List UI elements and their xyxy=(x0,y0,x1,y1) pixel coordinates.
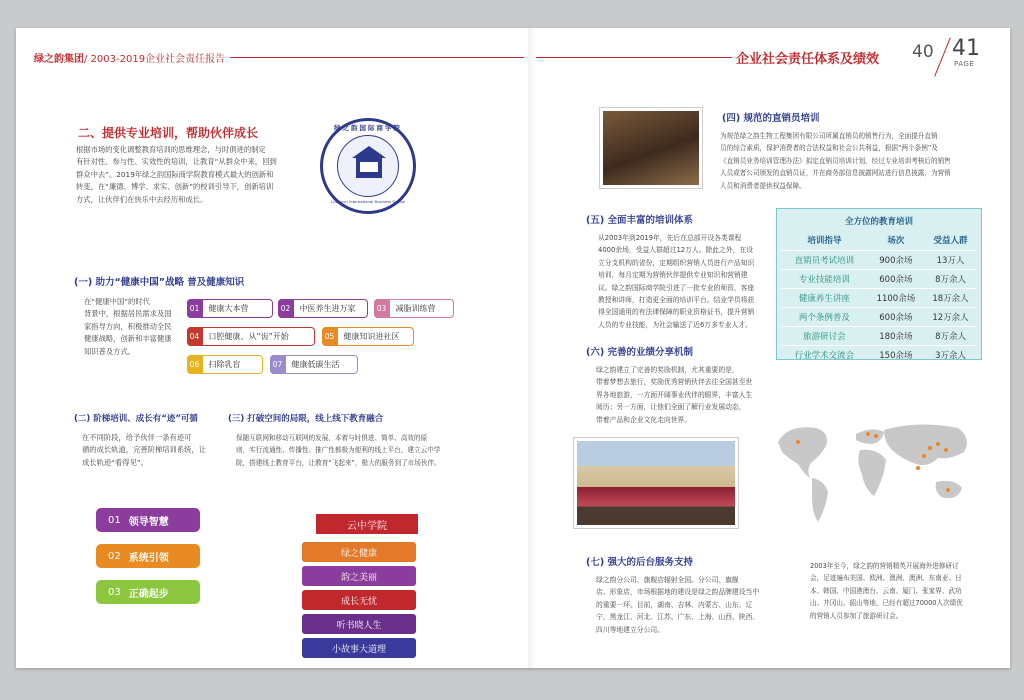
health-tag-07 xyxy=(270,355,358,374)
text-line: 为规范绿之韵生物工程集团有限公司所属直销员的销售行为，全面提升直销 xyxy=(720,132,938,140)
text-line: 山、井冈山、韶山等地，已经有超过70000人次绩优 xyxy=(810,599,963,608)
table-cell: 健康养生讲座 xyxy=(781,288,868,307)
table-cell: 13万人 xyxy=(924,250,977,269)
header-rule-left xyxy=(230,57,524,58)
text-line: 宁、黑龙江、河北、江苏、广东、上海、山西、陕西、 xyxy=(596,613,760,622)
health-tag-05 xyxy=(322,327,414,346)
tag-label: 中医养生进万家 xyxy=(299,304,356,313)
section-5-text xyxy=(598,232,784,331)
section-6-title: (六) 完善的业绩分享机制 xyxy=(586,347,693,358)
intro-line: 转变，在“廉德、博学、求实、创新”的校训引导下，创新培训 xyxy=(76,182,274,192)
table-cell: 3万余人 xyxy=(924,345,977,364)
cloud-academy-title: 云中学院 xyxy=(316,514,418,534)
cloud-academy-item: 韵之美丽 xyxy=(302,566,416,586)
header-rule-right xyxy=(536,57,732,58)
text-line: 阅历；另一方面，让他们全面了解行业发展动态， xyxy=(596,403,746,412)
page-label: PAGE xyxy=(954,60,975,68)
text-line: 会，足迹遍布美国、欧洲、澳洲、澳洲、东南亚、日 xyxy=(810,574,962,583)
text-line: 店、形象店，市场根据地的建设是绿之韵品牌建设当中 xyxy=(596,588,760,597)
table-cell: 1100余场 xyxy=(868,288,924,307)
seal-emblem xyxy=(337,135,399,197)
table-cell: 180余场 xyxy=(868,326,924,345)
table-row xyxy=(781,250,977,269)
text-line: 2003年至今，绿之韵的营销精英开展海外进修研讨 xyxy=(810,562,959,570)
text-line: 知识普及方式。 xyxy=(84,346,136,356)
ribbon-number: 01 xyxy=(108,514,121,526)
section-4-text xyxy=(720,130,1002,192)
table-cell: 行业学术交流会 xyxy=(781,345,868,364)
table-header: 培训指导 xyxy=(781,231,868,250)
subsection-3-text xyxy=(236,432,498,469)
cloud-academy-item: 绿之健康 xyxy=(302,542,416,562)
subsection-1-title: (一) 助力“健康中国”战略 普及健康知识 xyxy=(74,277,245,288)
table-cell: 600余场 xyxy=(868,307,924,326)
table-header-row xyxy=(781,231,977,250)
table-row xyxy=(781,326,977,345)
text-line: 在“健康中国”的时代 xyxy=(84,297,150,306)
text-line: 得全国通用的有法律保障的职业资格证书，提升营销 xyxy=(598,308,755,317)
text-line: 绿之韵分公司、旗舰店辐射全国。分公司、旗舰 xyxy=(596,576,739,584)
intro-paragraph xyxy=(76,144,302,206)
intro-line: 方式，让伙伴们在快乐中去经历和成长。 xyxy=(76,194,208,204)
table-cell: 旅游研讨会 xyxy=(781,326,868,345)
text-line: 本、韩国、中国港澳台、云南、厦门、张家界、武功 xyxy=(810,586,962,595)
text-line: 的营销人员参加了旅游研讨会。 xyxy=(810,611,903,620)
text-line: 人员或者公司颁发的直销员证，并在商务部信息披露网站进行信息披露，为营销 xyxy=(720,169,951,178)
text-line: 《直销员业务培训管理办法》拟定直销员培训计划，经过专业培训考核后的销售 xyxy=(720,156,951,165)
subsection-3-title: (三) 打破空间的局限，线上线下教育融合 xyxy=(228,414,384,424)
ribbon-label: 正确起步 xyxy=(128,588,169,600)
world-map xyxy=(768,412,984,530)
table-cell: 专业技能培训 xyxy=(781,269,868,288)
table-header: 场次 xyxy=(868,231,924,250)
brochure-spread xyxy=(16,28,1010,668)
tag-number: 01 xyxy=(187,299,203,318)
page-number-left: 40 xyxy=(912,42,934,62)
text-line: 的重要一环。目前，湖南、吉林、内蒙古、山东、辽 xyxy=(596,600,753,609)
page-number-right: 41 xyxy=(952,36,980,61)
text-line: 议。绿之韵国际商学院引进了一批专业的师资，客座 xyxy=(598,283,755,292)
company-name: 绿之韵集团 xyxy=(34,54,84,65)
group-travel-photo xyxy=(574,438,738,528)
table-cell: 两个条例普及 xyxy=(781,307,868,326)
text-line: 人员的专业技能，为社会输送了近6万多专业人才。 xyxy=(598,320,752,329)
seal-subtext: Lvzhiyun International Business School xyxy=(330,199,406,204)
intro-line: 群众中去”。2019年绿之韵国际商学院教育模式最大的创新和 xyxy=(76,169,274,179)
text-line: 员的综合素质，保护消费者的合法权益和社会公共利益，根据“两个条例”及 xyxy=(720,144,938,153)
subsection-1-text xyxy=(84,296,194,358)
map-caption xyxy=(810,560,1006,622)
text-line: 绿之韵建立了完善的奖励机制，尤其重要的是， xyxy=(596,366,739,374)
table-row xyxy=(781,269,977,288)
health-tag-03 xyxy=(374,299,454,318)
ribbon-label: 领导智慧 xyxy=(128,516,169,528)
text-line: 带着梦想去旅行，奖励优秀营销伙伴去往全国甚至世 xyxy=(596,378,753,387)
text-line: 4000余场，受益人群超过12万人。除此之外，在设 xyxy=(598,246,754,255)
training-photo xyxy=(600,108,702,188)
health-tag-02 xyxy=(278,299,368,318)
tag-number: 03 xyxy=(374,299,390,318)
cloud-academy-item: 成长无忧 xyxy=(302,590,416,610)
ladder-ribbon-01 xyxy=(96,508,200,532)
ribbon-number: 02 xyxy=(108,550,121,562)
section-4-title: (四) 规范的直销员培训 xyxy=(722,113,820,124)
table-title: 全方位的教育培训 xyxy=(844,217,913,227)
text-line: 循的成长轨道，完善阶梯培训系统，让 xyxy=(82,445,207,455)
text-line: 成长轨迹“看得见”。 xyxy=(82,457,148,467)
ribbon-label: 系统引领 xyxy=(128,552,169,564)
page-fold xyxy=(528,28,536,668)
section-title: 二、提供专业培训，帮助伙伴成长 xyxy=(78,126,259,140)
ladder-ribbon-02 xyxy=(96,544,200,568)
table-cell: 600余场 xyxy=(868,269,924,288)
text-line: 家指导方向，积极推动全民 xyxy=(84,321,172,331)
tag-label: 健康大本营 xyxy=(208,304,249,313)
table-header: 受益人群 xyxy=(924,231,977,250)
intro-line: 有针对性、参与性、实效性的培训，让教育“从群众中来，回到 xyxy=(76,157,277,167)
table-row xyxy=(781,307,977,326)
text-line: 界各地旅游，一方面开阔事业伙伴的眼界，丰富人生 xyxy=(596,390,753,399)
table-row xyxy=(781,288,977,307)
ribbon-number: 03 xyxy=(108,586,121,598)
text-line: 四川等地建立分公司。 xyxy=(596,625,664,634)
page-slash xyxy=(934,37,951,76)
text-line: 从2003年到2019年，先后在总部开设各类课程 xyxy=(598,234,742,242)
training-table-grid xyxy=(781,231,977,365)
tag-label: 减脂训练营 xyxy=(395,304,436,313)
table-cell: 150余场 xyxy=(868,345,924,364)
table-cell: 18万余人 xyxy=(924,288,977,307)
report-name: / 2003-2019企业社会责任报告 xyxy=(84,54,226,65)
section-6-text xyxy=(596,364,774,426)
text-line: 教授和讲师，打造更全面的培训平台。结业学员将获 xyxy=(598,296,755,305)
text-line: 保随互联网和移动互联网的发展，本着与时俱进、简单、高效的原 xyxy=(236,434,428,442)
text-line: 培训，每月定期为营销伙伴提供专业知识和营销建 xyxy=(598,271,748,280)
section-7-title: (七) 强大的后台服务支持 xyxy=(586,557,693,568)
subsection-2-title: (二) 阶梯培训、成长有“迹”可循 xyxy=(74,414,198,424)
text-line: 在不同阶段，给予伙伴一条有迹可 xyxy=(82,433,192,442)
table-cell: 8万余人 xyxy=(924,326,977,345)
cloud-academy-item: 听书晓人生 xyxy=(302,614,416,634)
chapter-title: 企业社会责任体系及绩效 xyxy=(736,52,880,67)
subsection-2-text xyxy=(82,432,226,469)
text-line: 立分支机构的省份，定期组织营销人员进行产品知识 xyxy=(598,258,755,267)
text-line: 健康战略，创新和丰富健康 xyxy=(84,334,172,344)
tag-label: 扫除乳盲 xyxy=(208,360,241,369)
tag-number: 04 xyxy=(187,327,203,346)
health-tag-01 xyxy=(187,299,273,318)
health-tag-04 xyxy=(187,327,315,346)
health-tag-06 xyxy=(187,355,263,374)
business-school-seal xyxy=(320,118,416,214)
text-line: 带着产品和企业文化走向世界。 xyxy=(596,415,692,424)
table-cell: 8万余人 xyxy=(924,269,977,288)
tag-label: 健康低碳生活 xyxy=(291,360,340,369)
table-cell: 12万余人 xyxy=(924,307,977,326)
tag-number: 02 xyxy=(278,299,294,318)
header-left xyxy=(34,50,225,65)
cloud-academy-item: 小故事大道理 xyxy=(302,638,416,658)
tag-number: 07 xyxy=(270,355,286,374)
intro-line: 根据市场的变化调整教育培训的思维理念，与时俱进的制定 xyxy=(76,145,266,154)
text-line: 院，搭建线上教育平台，让教育“飞起来”，极大的服务到了市场伙伴。 xyxy=(236,458,441,467)
ladder-ribbon-03 xyxy=(96,580,200,604)
section-7-text xyxy=(596,574,776,636)
text-line: 人员和消费者提供权益保障。 xyxy=(720,181,806,190)
text-line: 则，实行流通性、传播性、推广性都极为便利的线上平台，建立云中学 xyxy=(236,446,441,455)
section-5-title: (五) 全面丰富的培训体系 xyxy=(586,215,693,226)
tag-number: 05 xyxy=(322,327,338,346)
tag-label: 健康知识进社区 xyxy=(343,332,400,341)
table-cell: 900余场 xyxy=(868,250,924,269)
text-line: 背景中，根据居民需求及国 xyxy=(84,309,172,319)
table-cell: 直销员考试培训 xyxy=(781,250,868,269)
seal-text: 绿之韵国际商学院 xyxy=(334,124,402,132)
training-table xyxy=(776,208,982,360)
tag-label: 口腔健康、从“齿”开始 xyxy=(208,332,289,341)
tag-number: 06 xyxy=(187,355,203,374)
table-row xyxy=(781,345,977,364)
